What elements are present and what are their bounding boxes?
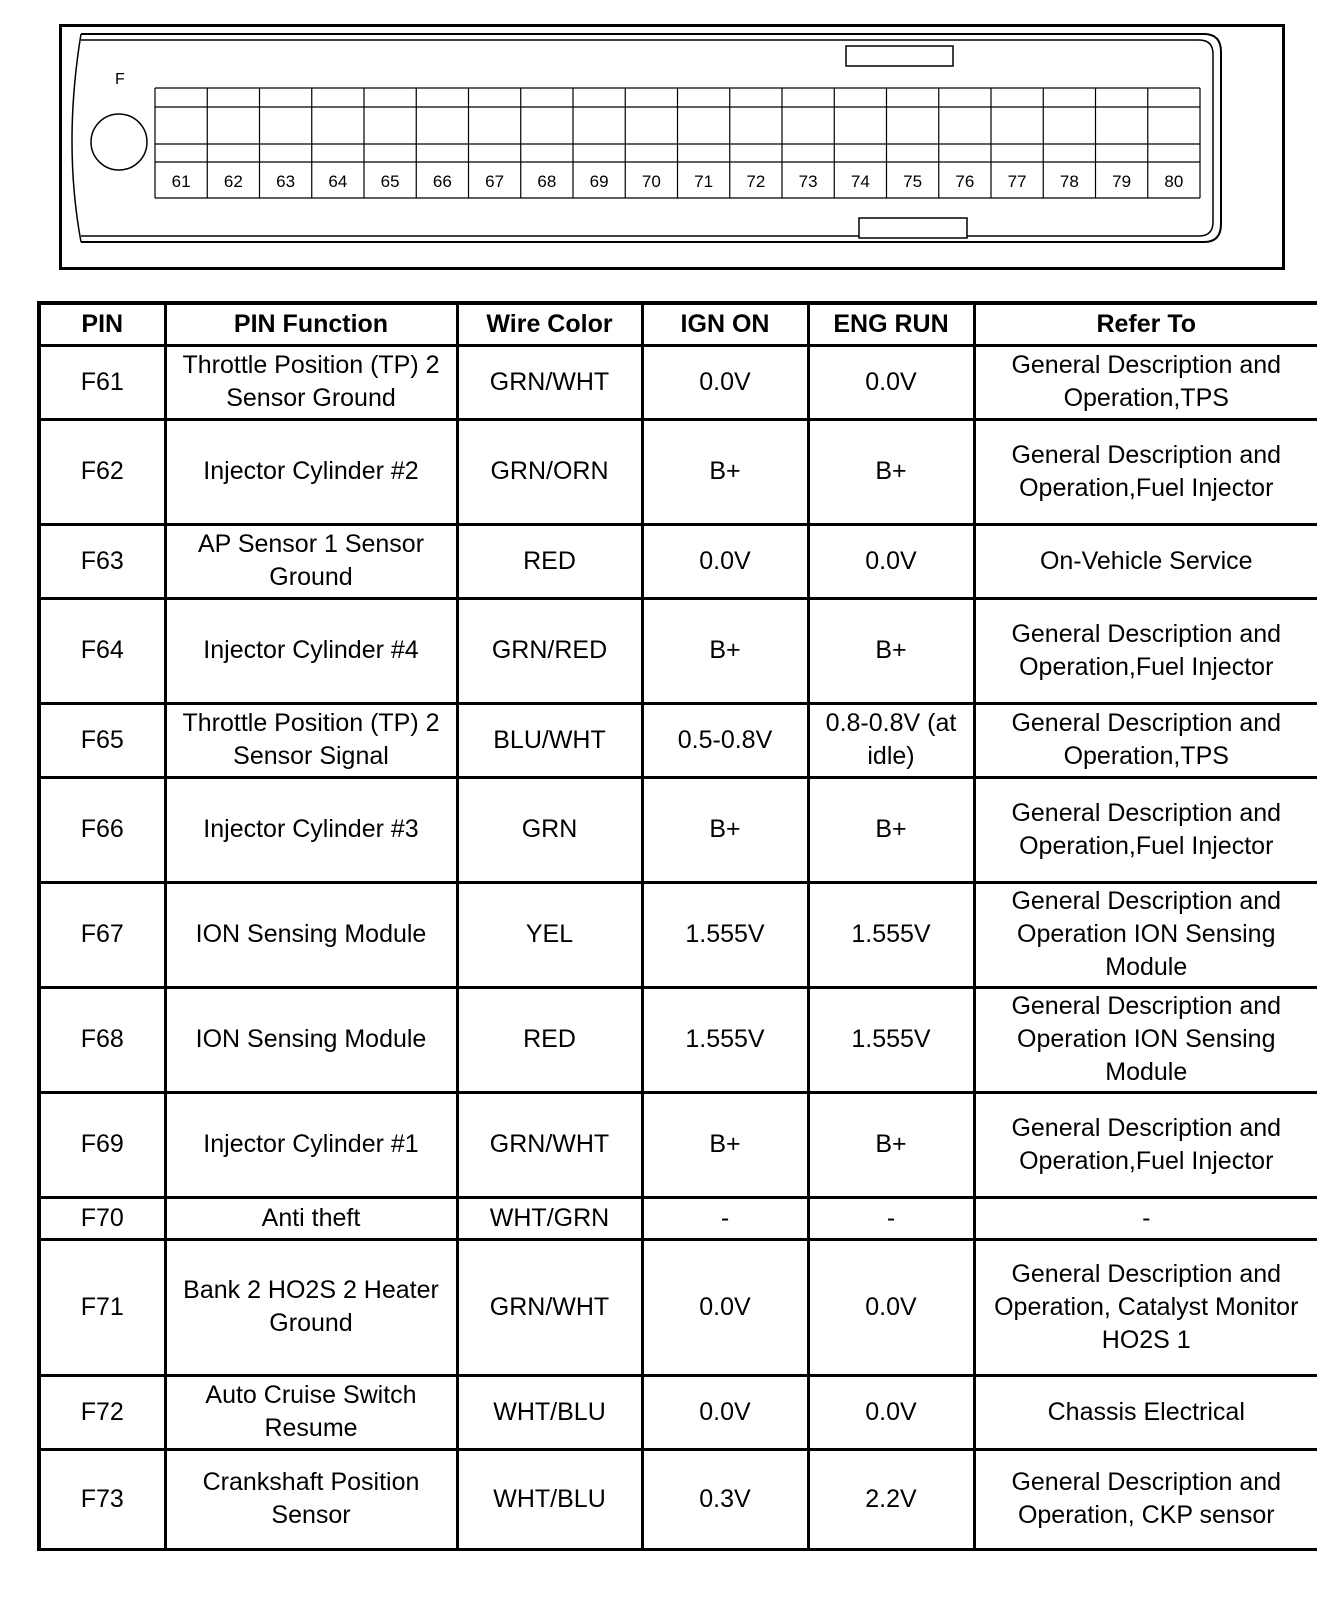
connector-pin-number: 70 [641,172,661,191]
header-eng-run: ENG RUN [808,303,974,345]
cell-pin: F72 [39,1375,165,1449]
cell-wire-color: WHT/GRN [457,1197,642,1239]
cell-pin-function: Injector Cylinder #2 [165,419,457,524]
connector-body-outline [81,34,1221,242]
cell-pin: F65 [39,703,165,777]
connector-diagram [59,24,1289,280]
cell-refer-to: General Description and Operation ION Sensing Module [974,882,1317,987]
connector-top-latch [846,46,953,66]
cell-ign-on: B+ [642,1092,808,1197]
cell-ign-on: B+ [642,419,808,524]
connector-pin-number: 71 [694,172,714,191]
connector-pin-number: 67 [485,172,505,191]
cell-pin: F63 [39,524,165,598]
header-pin: PIN [39,303,165,345]
cell-pin: F70 [39,1197,165,1239]
cell-pin: F66 [39,777,165,882]
connector-pin-number: 72 [746,172,766,191]
connector-label: F [115,71,125,88]
connector-left-edge [72,34,81,242]
cell-eng-run: 1.555V [808,882,974,987]
connector-pin-number: 75 [903,172,923,191]
cell-ign-on: 0.3V [642,1449,808,1549]
cell-eng-run: B+ [808,777,974,882]
cell-pin: F67 [39,882,165,987]
cell-eng-run: 0.0V [808,345,974,419]
cell-wire-color: YEL [457,882,642,987]
header-wire-color: Wire Color [457,303,642,345]
cell-pin-function: Throttle Position (TP) 2 Sensor Ground [165,345,457,419]
cell-refer-to: General Description and Operation ION Sensing Module [974,987,1317,1092]
connector-pin-number: 78 [1059,172,1079,191]
table-row [39,1197,1317,1239]
cell-pin-function: Auto Cruise Switch Resume [165,1375,457,1449]
cell-wire-color: GRN/RED [457,598,642,703]
cell-refer-to: General Description and Operation,Fuel Injector [974,1092,1317,1197]
cell-eng-run: 1.555V [808,987,974,1092]
cell-refer-to: - [974,1197,1317,1239]
cell-pin-function: ION Sensing Module [165,987,457,1092]
cell-refer-to: General Description and Operation, Catalyst Monitor HO2S 1 [974,1239,1317,1375]
pin-grid [155,88,1200,198]
cell-refer-to: General Description and Operation,TPS [974,345,1317,419]
cell-pin: F64 [39,598,165,703]
table-row [39,419,1317,524]
cell-pin-function: Injector Cylinder #4 [165,598,457,703]
connector-keying-circle [91,114,147,170]
table-row [39,1449,1317,1549]
cell-pin: F71 [39,1239,165,1375]
cell-pin: F69 [39,1092,165,1197]
connector-pin-number: 74 [850,172,870,191]
cell-eng-run: 0.0V [808,1239,974,1375]
cell-refer-to: General Description and Operation,Fuel Injector [974,419,1317,524]
cell-eng-run: B+ [808,419,974,524]
cell-wire-color: GRN/ORN [457,419,642,524]
cell-wire-color: GRN/WHT [457,345,642,419]
cell-pin: F61 [39,345,165,419]
connector-pin-number: 61 [171,172,191,191]
cell-pin-function: Anti theft [165,1197,457,1239]
connector-bottom-latch [859,218,967,238]
cell-refer-to: General Description and Operation,Fuel Injector [974,598,1317,703]
cell-pin: F73 [39,1449,165,1549]
connector-pin-number: 64 [328,172,348,191]
cell-wire-color: GRN [457,777,642,882]
cell-ign-on: 0.0V [642,1239,808,1375]
cell-wire-color: GRN/WHT [457,1239,642,1375]
cell-refer-to: General Description and Operation, CKP sensor [974,1449,1317,1549]
pin-table [37,301,1317,1551]
cell-refer-to: General Description and Operation,TPS [974,703,1317,777]
cell-eng-run: - [808,1197,974,1239]
cell-pin-function: Throttle Position (TP) 2 Sensor Signal [165,703,457,777]
cell-pin-function: Crankshaft Position Sensor [165,1449,457,1549]
connector-outer-frame [61,26,1284,269]
cell-pin: F68 [39,987,165,1092]
cell-pin-function: Injector Cylinder #1 [165,1092,457,1197]
cell-ign-on: 0.0V [642,1375,808,1449]
connector-pin-number: 80 [1164,172,1184,191]
cell-ign-on: 1.555V [642,882,808,987]
cell-wire-color: WHT/BLU [457,1449,642,1549]
cell-ign-on: B+ [642,598,808,703]
cell-eng-run: 0.0V [808,1375,974,1449]
connector-pin-number: 66 [432,172,452,191]
table-row [39,1092,1317,1197]
cell-eng-run: 0.0V [808,524,974,598]
cell-ign-on: 0.0V [642,524,808,598]
cell-ign-on: B+ [642,777,808,882]
table-row [39,987,1317,1092]
table-row [39,598,1317,703]
connector-pin-number: 76 [955,172,975,191]
cell-wire-color: RED [457,987,642,1092]
table-row [39,882,1317,987]
cell-eng-run: 2.2V [808,1449,974,1549]
table-row [39,703,1317,777]
cell-pin-function: ION Sensing Module [165,882,457,987]
pin-table-container [37,301,1317,1610]
cell-refer-to: General Description and Operation,Fuel Injector [974,777,1317,882]
cell-pin: F62 [39,419,165,524]
cell-eng-run: B+ [808,598,974,703]
connector-pin-number: 73 [798,172,818,191]
header-refer-to: Refer To [974,303,1317,345]
cell-ign-on: 0.0V [642,345,808,419]
table-row [39,524,1317,598]
header-ign-on: IGN ON [642,303,808,345]
cell-wire-color: BLU/WHT [457,703,642,777]
connector-drawing [59,24,1289,280]
connector-pin-number: 69 [589,172,609,191]
table-row [39,1375,1317,1449]
table-row [39,345,1317,419]
cell-ign-on: 0.5-0.8V [642,703,808,777]
connector-pin-number: 68 [537,172,557,191]
cell-pin-function: AP Sensor 1 Sensor Ground [165,524,457,598]
pin-table-body [39,345,1317,1549]
cell-ign-on: 1.555V [642,987,808,1092]
table-header-row [39,303,1317,345]
cell-refer-to: On-Vehicle Service [974,524,1317,598]
cell-eng-run: B+ [808,1092,974,1197]
header-pin-function: PIN Function [165,303,457,345]
cell-ign-on: - [642,1197,808,1239]
cell-pin-function: Injector Cylinder #3 [165,777,457,882]
table-row [39,777,1317,882]
cell-wire-color: GRN/WHT [457,1092,642,1197]
cell-wire-color: WHT/BLU [457,1375,642,1449]
connector-pin-number: 63 [276,172,296,191]
connector-pin-number: 62 [223,172,243,191]
connector-pin-number: 77 [1007,172,1027,191]
cell-refer-to: Chassis Electrical [974,1375,1317,1449]
table-row [39,1239,1317,1375]
cell-wire-color: RED [457,524,642,598]
cell-pin-function: Bank 2 HO2S 2 Heater Ground [165,1239,457,1375]
cell-eng-run: 0.8-0.8V (at idle) [808,703,974,777]
connector-pin-number: 65 [380,172,400,191]
connector-pin-number: 79 [1112,172,1132,191]
